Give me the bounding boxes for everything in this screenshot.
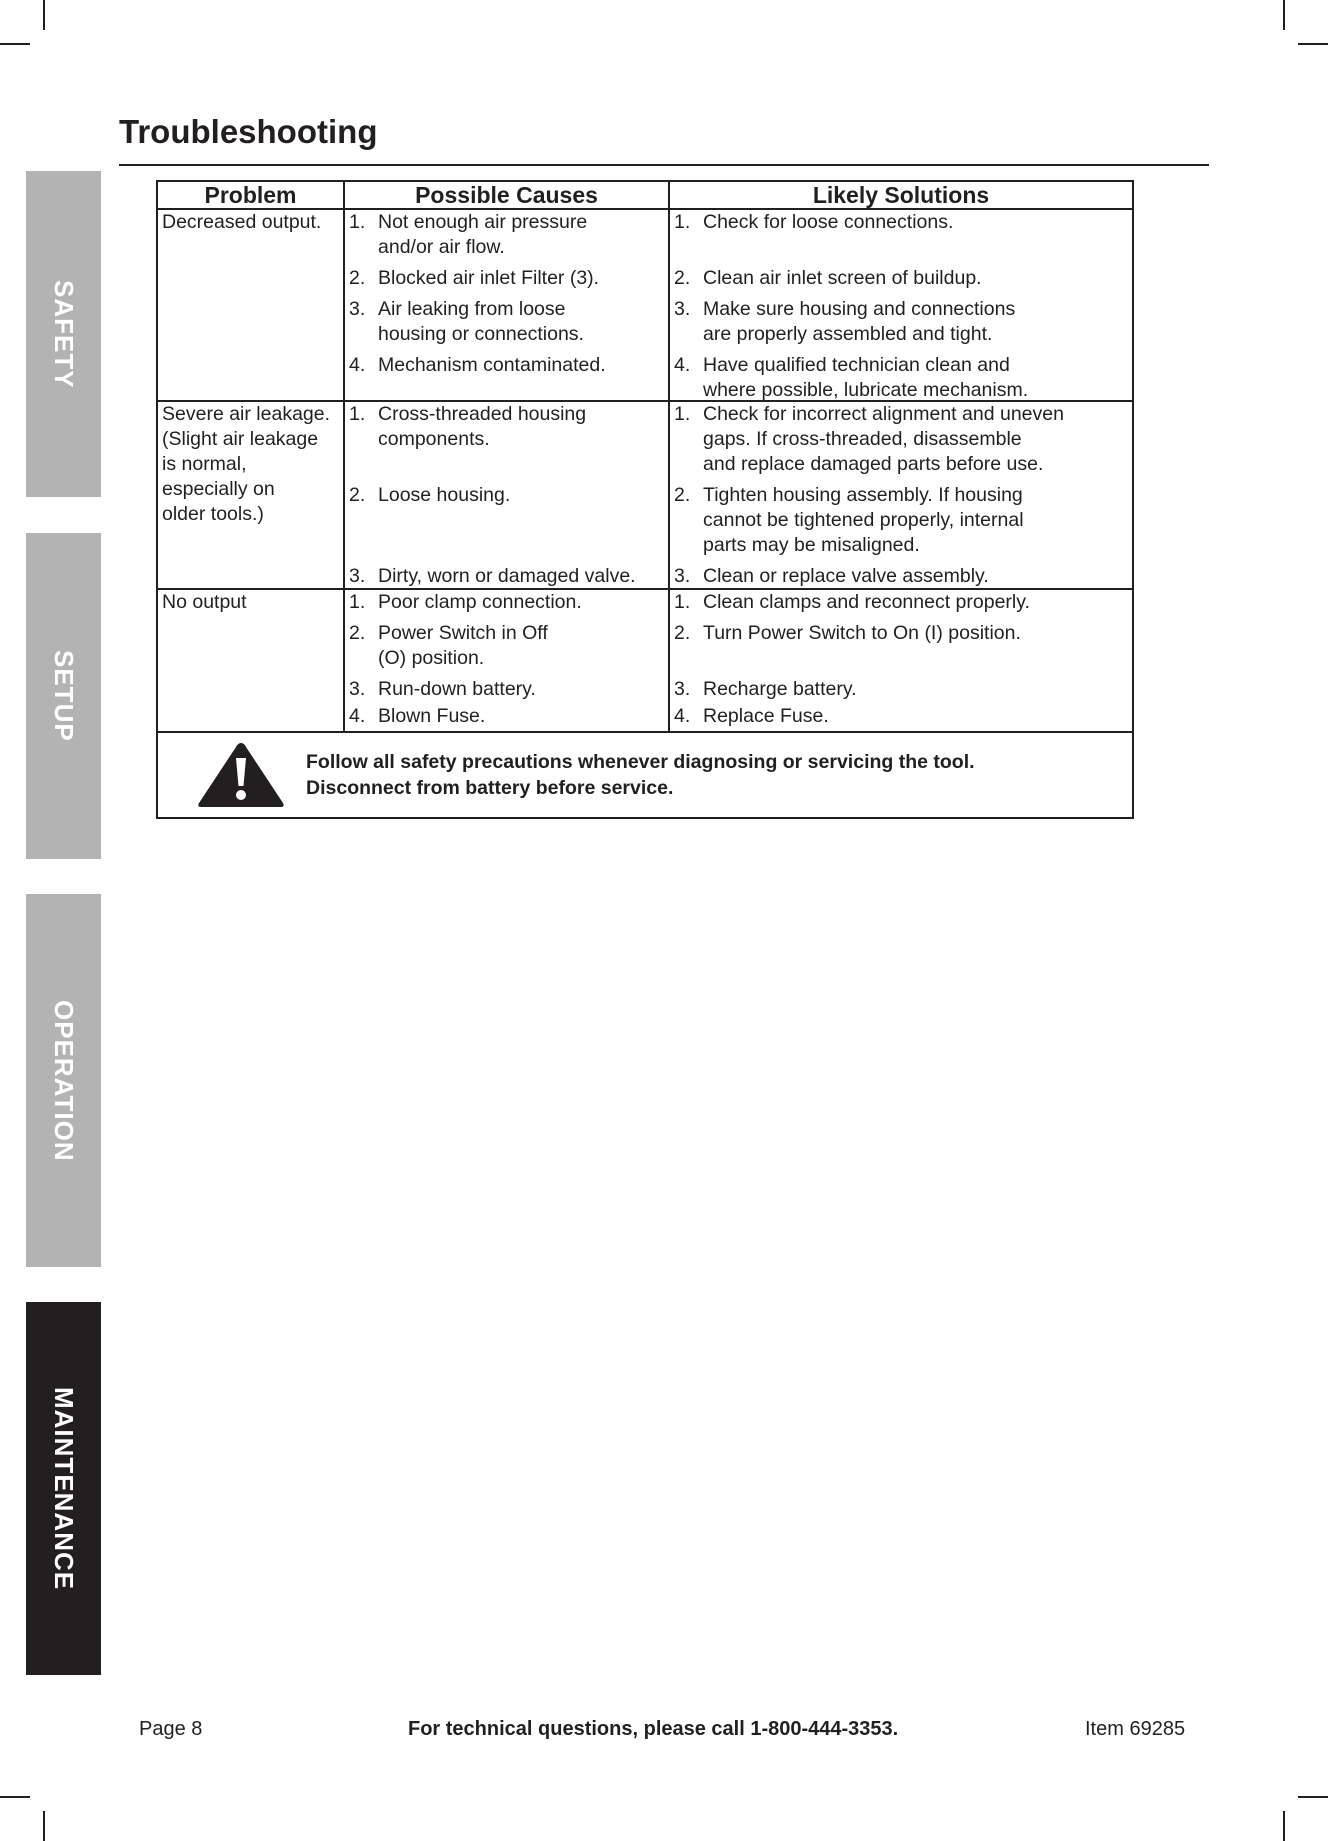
causes-cell: [345, 210, 670, 400]
cause-item: 3. Run-down battery.: [349, 678, 536, 700]
cause-item: 1. Not enough air pressure and/or air flow.: [349, 211, 588, 258]
table-header-row: [158, 182, 1132, 210]
solution-item: 2. Clean air inlet screen of buildup.: [674, 267, 982, 289]
page-title: Troubleshooting: [119, 113, 378, 150]
item-number: Item 69285: [1085, 1718, 1186, 1740]
side-tab-label: MAINTENANCE: [49, 1386, 79, 1591]
header-likely-solutions: Likely Solutions: [812, 182, 990, 208]
solution-item: 3. Clean or replace valve assembly.: [674, 565, 989, 587]
cause-item: 4. Mechanism contaminated.: [349, 354, 606, 376]
problem-cell: Severe air leakage. (Slight air leakage is normal, especially on older tools.): [158, 402, 345, 588]
cause-item: 4. Blown Fuse.: [349, 705, 486, 727]
causes-cell: [345, 402, 670, 588]
side-tab-label: OPERATION: [49, 999, 79, 1162]
problem-cell: Decreased output.: [158, 210, 345, 400]
side-tab-operation[interactable]: [26, 894, 101, 1267]
warning-row: [158, 733, 1132, 817]
solution-item: 3. Recharge battery.: [674, 678, 857, 700]
cause-item: 3. Air leaking from loose housing or connections.: [349, 298, 584, 345]
solution-item: 1. Clean clamps and reconnect properly.: [674, 591, 1030, 613]
table-row: [158, 590, 1132, 733]
solution-item: 2. Tighten housing assembly. If housing cannot be tightened properly, internal parts may be misaligned.: [674, 484, 1024, 556]
cause-item: 2. Blocked air inlet Filter (3).: [349, 267, 600, 289]
troubleshooting-table: [156, 180, 1134, 819]
crop-mark: [1283, 0, 1285, 30]
crop-mark: [0, 1796, 30, 1798]
solution-item: 3. Make sure housing and connections are properly assembled and tight.: [674, 298, 1016, 345]
table-row: [158, 210, 1132, 402]
page-number: Page 8: [139, 1718, 203, 1740]
cause-item: 3. Dirty, worn or damaged valve.: [349, 565, 636, 587]
side-tab-label: SAFETY: [49, 279, 79, 389]
crop-mark: [43, 0, 45, 30]
solutions-cell: [670, 590, 1132, 731]
side-tab-label: SETUP: [49, 650, 79, 742]
support-contact: For technical questions, please call 1-800-444-3353.: [408, 1718, 899, 1740]
header-possible-causes: Possible Causes: [345, 182, 670, 208]
solution-item: 1. Check for loose connections.: [674, 211, 954, 233]
solution-item: 4. Have qualified technician clean and where possible, lubricate mechanism.: [674, 354, 1029, 401]
cause-item: 2. Power Switch in Off (O) position.: [349, 622, 548, 669]
crop-mark: [1283, 1811, 1285, 1841]
solutions-cell: [670, 210, 1132, 400]
table-row: [158, 402, 1132, 590]
side-tab-setup[interactable]: [26, 533, 101, 859]
causes-cell: [345, 590, 670, 731]
solution-item: 2. Turn Power Switch to On (I) position.: [674, 622, 1021, 644]
crop-mark: [43, 1811, 45, 1841]
title-rule: [119, 164, 1209, 166]
header-problem: Problem: [158, 182, 345, 208]
cause-item: 2. Loose housing.: [349, 484, 511, 506]
cause-item: 1. Cross-threaded housing components.: [349, 403, 587, 450]
problem-cell: No output: [158, 590, 345, 731]
solutions-cell: [670, 402, 1132, 588]
warning-text: Follow all safety precautions whenever diagnosing or servicing the tool. Disconnect from battery before service.: [306, 751, 975, 799]
cause-item: 1. Poor clamp connection.: [349, 591, 582, 613]
crop-mark: [0, 43, 30, 45]
solution-item: 4. Replace Fuse.: [674, 705, 829, 727]
warning-triangle-icon: [196, 740, 286, 810]
solution-item: 1. Check for incorrect alignment and uneven gaps. If cross-threaded, disassemble and replace damaged parts before use.: [674, 403, 1064, 475]
side-tab-safety[interactable]: [26, 171, 101, 497]
side-tab-maintenance[interactable]: [26, 1302, 101, 1675]
crop-mark: [1298, 1796, 1328, 1798]
crop-mark: [1298, 43, 1328, 45]
